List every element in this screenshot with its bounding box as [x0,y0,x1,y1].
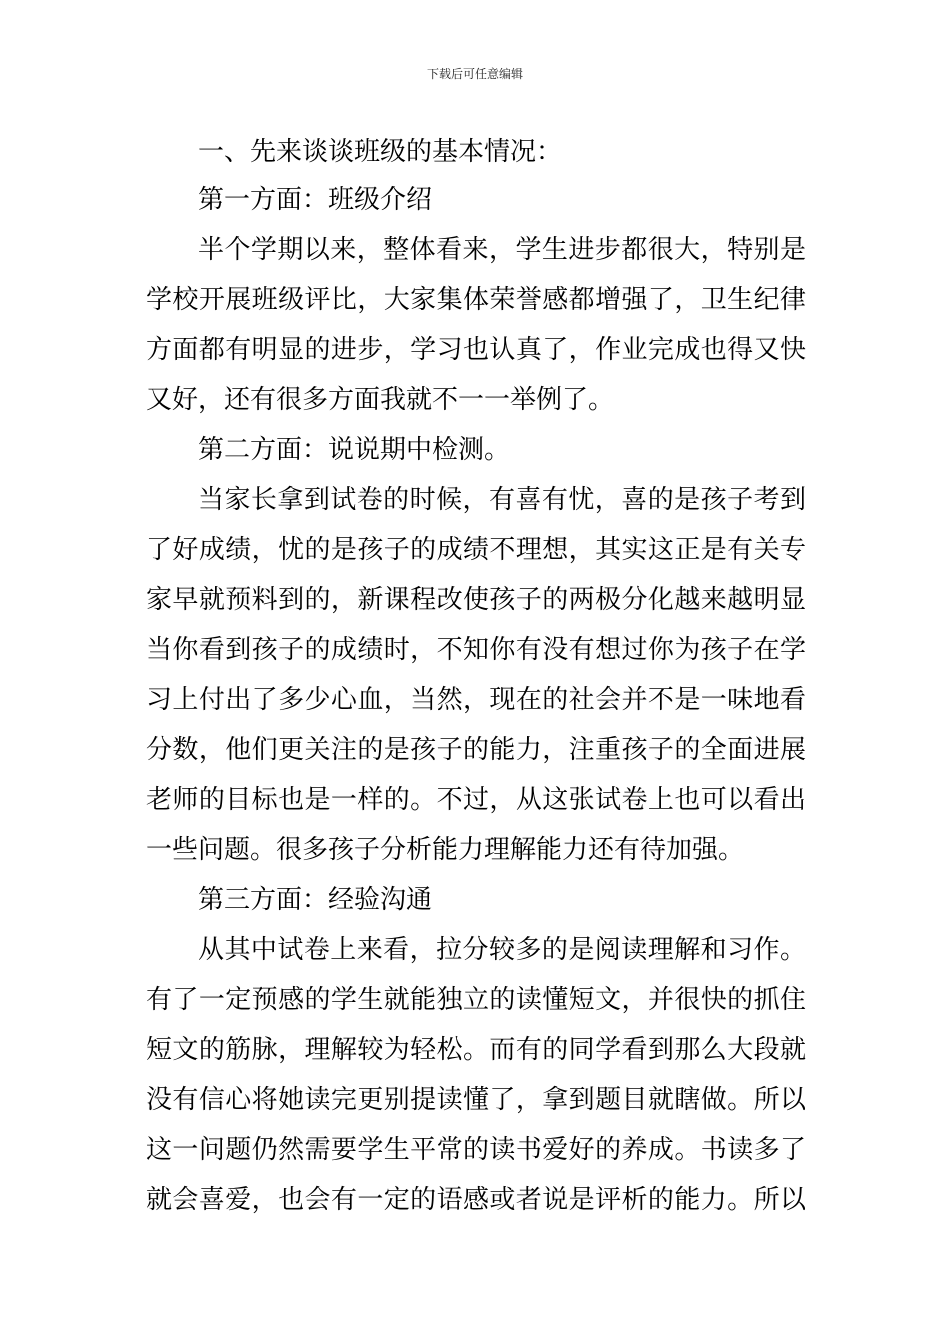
subheading-midterm: 第二方面：说说期中检测。 [198,435,511,465]
paragraph-line: 了好成绩，忧的是孩子的成绩不理想，其实这正是有关专 [146,535,806,565]
paragraph-line: 又好，还有很多方面我就不一一举例了。 [146,385,615,415]
paragraph-line: 短文的筋脉，理解较为轻松。而有的同学看到那么大段就 [146,1035,806,1065]
paragraph-line: 没有信心将她读完更别提读懂了，拿到题目就瞎做。所以 [146,1085,806,1115]
paragraph-line: 方面都有明显的进步，学习也认真了，作业完成也得又快 [146,335,806,365]
page-header: 下载后可任意编辑 [426,67,523,81]
paragraph-line: 这一问题仍然需要学生平常的读书爱好的养成。书读多了 [146,1135,806,1165]
paragraph-line: 一些问题。很多孩子分析能力理解能力还有待加强。 [146,835,745,865]
paragraph-line: 当家长拿到试卷的时候，有喜有忧，喜的是孩子考到 [198,485,806,515]
paragraph-line: 老师的目标也是一样的。不过，从这张试卷上也可以看出 [146,785,806,815]
paragraph-line: 当你看到孩子的成绩时，不知你有没有想过你为孩子在学 [146,635,806,665]
paragraph-line: 就会喜爱，也会有一定的语感或者说是评析的能力。所以 [146,1185,806,1215]
section-heading: 一、先来谈谈班级的基本情况： [198,137,563,167]
paragraph-line: 有了一定预感的学生就能独立的读懂短文，并很快的抓住 [146,985,806,1015]
paragraph-line: 半个学期以来，整体看来，学生进步都很大，特别是 [198,235,806,265]
subheading-class-intro: 第一方面：班级介绍 [198,185,433,215]
paragraph-line: 习上付出了多少心血，当然，现在的社会并不是一味地看 [146,685,806,715]
paragraph-line: 学校开展班级评比，大家集体荣誉感都增强了，卫生纪律 [146,285,806,315]
paragraph-line: 分数，他们更关注的是孩子的能力，注重孩子的全面进展 [146,735,806,765]
paragraph-line: 家早就预料到的，新课程改使孩子的两极分化越来越明显 [146,585,806,615]
subheading-experience: 第三方面：经验沟通 [198,885,433,915]
paragraph-line: 从其中试卷上来看，拉分较多的是阅读理解和习作。 [198,935,806,965]
